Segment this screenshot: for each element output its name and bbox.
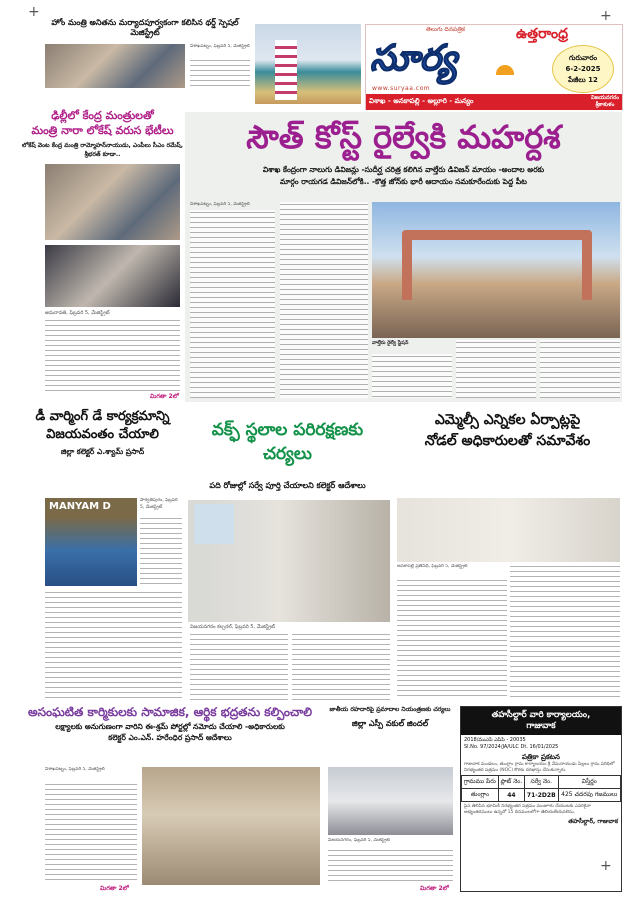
mlc-body-col1 [397,578,507,700]
lead-sub [185,164,622,188]
deworming-dateline: పార్వతీపురం, ఫిబ్రవరి 5, మేజిస్ట్రేట్ [140,498,178,510]
day: గురువారం [568,54,598,62]
edition-name: ఉత్తరాంధ్ర [516,26,569,42]
districts-2 [591,95,619,109]
lead-body-col4 [456,340,536,398]
mlc-headline [395,410,620,452]
website: www.suryaa.com [372,85,431,92]
col-plot: ప్లాట్ నెం. [498,776,524,789]
cell-plot: 44 [498,789,524,802]
lighthouse-illustration [275,40,297,100]
notice-title: తహసీల్దార్ వారి కార్యాలయం, [491,710,591,720]
workers-dateline: విశాఖపట్నం, ఫిబ్రవరి 5, మేజిస్ట్రేట్ [45,767,105,772]
lead-body-col5 [540,340,620,398]
left-story-photo-1 [45,164,180,240]
lead-body-col1 [190,210,275,398]
workers-body [45,782,137,882]
mlc-photo [397,498,620,562]
deworming-headline [20,408,185,444]
promo-image [255,24,361,104]
cell-village: తుంగ్లాం [462,789,499,802]
waqf-head-group [185,412,390,491]
notice-ref2: Sl.No. 97/2024/JA/ULC Dt. 16/01/2025 [464,744,559,750]
deworming-head-group [20,408,185,457]
waqf-body-col2 [292,632,390,700]
masthead-logo: సూర్య [370,38,458,79]
left-story-continued: మిగతా 2లో [150,393,179,400]
sun-icon [496,65,514,75]
notice-heading: పత్రికా ప్రకటన [522,753,560,761]
districts: విశాఖ - అనకాపల్లి - అల్లూరి - మన్యం [369,97,474,105]
workers-photo [142,767,320,885]
highway-headline: జాతీయ రహదారిపై ప్రమాదాల నియంత్రణకు చర్యలు [329,706,451,713]
left-story-head-group [20,108,185,159]
waqf-sub: పది రోజుల్లో సర్వే పూర్తి చేయాలని కలెక్టర్ ఆదేశాలు [209,481,366,490]
highway-head-group [325,706,455,729]
lead-sub-line2: మార్గం రాయగడ డివిజన్‌లోకి.. -కొత్త జోన్‌కు భారీ ఆదాయం సమకూరేందుకు పెద్ద పీట [280,177,527,186]
tahsildar-notice [460,706,622,892]
workers-headline: అసంఘటిత కార్మికులకు సామాజిక, ఆర్థిక భద్రతను కల్పించాలి [27,705,313,719]
deworming-photo [45,498,137,586]
left-story-body [45,318,180,392]
date: 6-2-2025 [565,65,601,73]
notice-signature: తహసీల్దార్, గాజువాక [568,818,618,826]
district-bar [366,94,622,110]
lead-photo-caption: వాల్తేరు రైల్వే స్టేషన్ [372,340,409,346]
deworming-headline-1: డీ వార్మింగ్ డే కార్యక్రమాన్ని [35,409,170,424]
highway-sub: జిల్లా ఎస్పీ వకుల్ జిందల్ [351,719,429,728]
notice-ref1: 2018/ముఎపి ఎపిపి - 20035 [464,737,526,743]
deworming-body-2 [45,590,182,700]
highway-photo [328,767,453,835]
lead-dateline: విశాఖపట్నం, ఫిబ్రవరి 5, మేజిస్ట్రేట్ [190,202,250,207]
deworming-sub: జిల్లా కలెక్టర్ ఎ.శ్యామ్ ప్రసాద్ [60,447,145,456]
crop-mark: + [600,8,612,24]
lead-body-col3 [372,354,452,398]
top-story-body [190,58,250,90]
waqf-body-col1 [190,632,288,700]
photo-sign-text: MANYAM D [49,501,111,512]
left-headline-line2: మంత్రి నారా లోకేష్ వరుస భేటీలు [31,124,174,137]
page-count: పేజీలు 12 [568,76,598,84]
lead-head-group [185,114,622,188]
left-headline-line1: ఢిల్లీలో కేంద్ర మంత్రులతో [51,109,154,122]
left-story-headline [20,108,185,138]
col-survey: సర్వే నెం. [525,776,558,789]
crop-mark: + [28,4,40,20]
workers-sub [20,721,320,743]
notice-header [461,707,621,735]
cell-area: 425 చదరపు గజములు [558,789,620,802]
date-badge [552,45,614,93]
lead-headline: సౌత్ కోస్ట్ రైల్వేకి మహర్దశ [246,118,561,156]
top-story-headline: హోం మంత్రి అనితను మర్యాదపూర్వకంగా కలిసిన థర్డ్ స్పెషల్ మెజిస్ట్రేట్ [51,18,239,37]
highway-body [328,848,453,882]
left-story-dateline: అమరావతి, ఫిబ్రవరి 5, మేజిస్ట్రేట్ [45,310,110,316]
deworming-body [140,516,182,588]
notice-footer: పైన తెలిపిన భూమికి నిరభ్యంతర పత్రము మంజూరు చేయుటకు ఎవరికైనా అభ్యంతరములు ఉన్నచో 15 దినములలోగా తెలియజేయవలెను. [464,804,591,816]
notice-place: గాజువాక [526,721,556,731]
map-on-wall [194,504,234,544]
col-area: విస్తీర్ణం [558,776,620,789]
waqf-photo [188,500,390,622]
mlc-body-col2 [510,564,620,700]
workers-sub-2: కలెక్టర్ ఎం.ఎన్. హరేంధిర ప్రసాద్ ఆదేశాలు [108,733,232,742]
left-story-sub: లోకేష్ వెంట కేంద్ర మంత్రి రామ్మోహన్‌నాయుడు, ఎంపీలు సీఎం రమేష్, శ్రీభరత్ కూడా.. [22,142,183,158]
notice-refs [461,735,621,753]
left-story-photo-2 [45,245,180,307]
lead-photo-railway-station [372,202,620,338]
district-srikakulam: శ్రీకాకుళం [595,102,615,108]
crop-mark: + [600,858,612,874]
top-story-photo [45,44,185,88]
mlc-dateline: అనకాపల్లి ప్రతినిధి, ఫిబ్రవరి 5, మేజిస్ట్రేట్ [397,564,468,569]
lead-sub-line1: విశాఖ కేంద్రంగా నాలుగు డివిజన్లు -సుదీర్ఘ చరిత్ర కలిగిన వాల్తేరు డివిజన్ మాయం -అందాల అరకు [262,165,545,174]
masthead [365,24,623,110]
waqf-dateline: విజయనగరం కల్చరల్, ఫిబ్రవరి 5, మేజిస్ట్రేట్ [190,624,276,630]
highway-dateline: విజయనగరం, ఫిబ్రవరి 5, మేజిస్ట్రేట్ [328,838,390,843]
waqf-headline: వక్ఫ్ స్థలాల పరిరక్షణకు చర్యలు [211,420,364,464]
tagline: తెలుగు దినపత్రిక [426,26,466,33]
notice-table [461,775,621,802]
cell-survey: 71-2D2B [525,789,558,802]
district-vizianagaram: విజయనగరం [590,95,619,101]
station-arch [402,230,592,300]
col-village: గ్రామము పేరు [462,776,499,789]
workers-continued: మిగతా 2లో [100,885,129,892]
workers-sub-1: లక్ష్యాలకు అనుగుణంగా వారిని ఈ-శ్రమ్ పోర్టల్లో నమోదు చేయాలి -అధికారులకు [55,722,285,731]
lead-body-col2 [280,202,368,398]
highway-continued: మిగతా 2లో [420,885,449,892]
top-story-dateline: విశాఖపట్నం, ఫిబ్రవరి 5, మేజిస్ట్రేట్ [190,44,250,49]
deworming-headline-2: విజయవంతం చేయాలి [46,427,159,442]
mlc-headline-1: ఎమ్మెల్సీ ఎన్నికల ఏర్పాట్లపై [434,412,581,428]
mlc-headline-2: నోడల్ అధికారులతో సమావేశం [424,433,591,449]
notice-body: గాజువాక మండలం, తుంగ్లాం గ్రామ కార్యాలయం శ్రీ వేమనాయుడు పిల్లలు గ్రామ పరిధిలో నిరభ్యంతర పత్రము (NOC) కొరకు దరఖాస్తు చేసుకున్నారు. [464,762,615,774]
workers-head-group [20,705,320,743]
